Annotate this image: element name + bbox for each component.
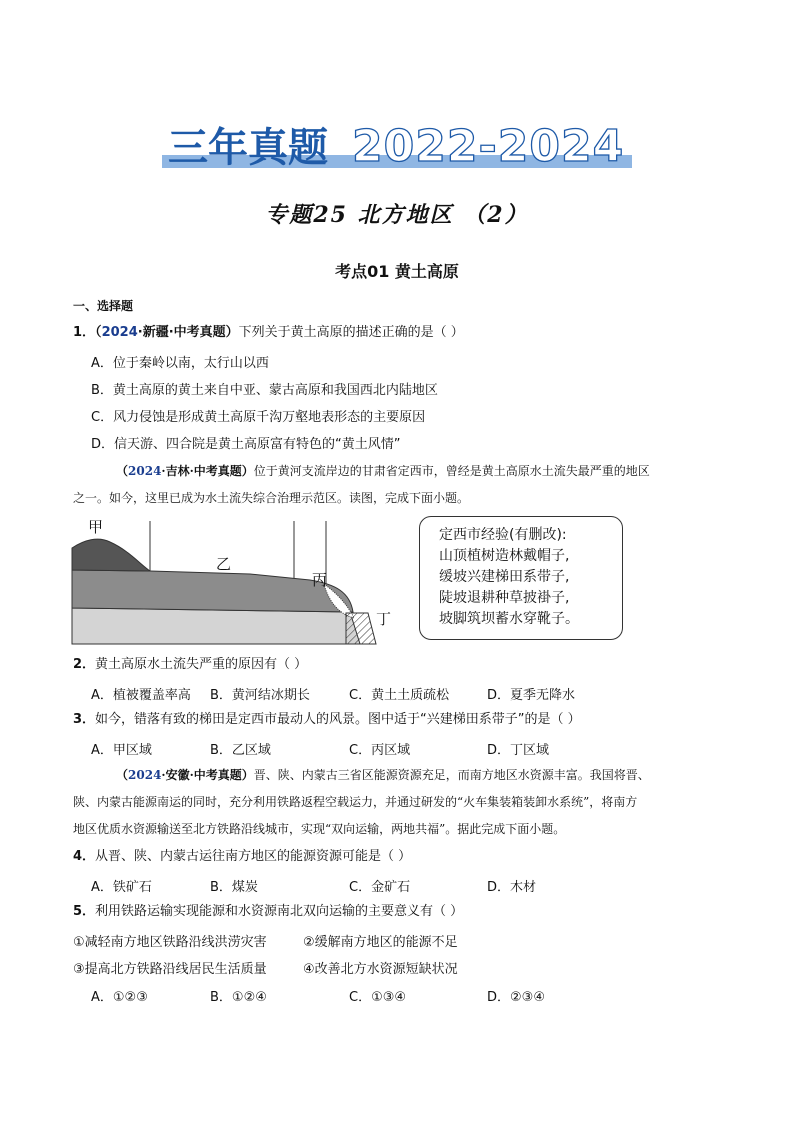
q3-option-d[interactable]: D．丁区域 [487,743,550,758]
question-1-source-year: 2024 [101,325,138,340]
q5-option-d[interactable]: D．②③④ [487,990,545,1005]
experience-line-2: 缓坡兴建梯田系带子, [439,569,570,585]
q5-item-4: ④改善北方水资源短缺状况 [303,962,458,977]
document-title: 专题25 北方地区 （2） [265,202,529,228]
question-4 [73,848,411,866]
question-1-number: 1． [73,325,96,340]
q5-option-b[interactable]: B．①②④ [210,990,267,1005]
q2-option-a[interactable]: A．植被覆盖率高 [91,688,191,703]
q1-option-d[interactable]: D．信天游、四合院是黄土高原富有特色的“黄土风情” [91,437,401,452]
question-1 [73,324,464,342]
q5-option-a[interactable]: A．①②③ [91,990,148,1005]
question-4-number: 4． [73,849,96,864]
banner-years-text: 2022-2024 [352,121,625,172]
q2-option-c[interactable]: C．黄土土质疏松 [349,688,450,703]
q2-option-b[interactable]: B．黄河结冰期长 [210,688,310,703]
banner-main-text: 三年真题 [168,125,328,171]
material-2-line-1 [116,766,650,784]
q4-option-a[interactable]: A．铁矿石 [91,880,152,895]
q1-option-a[interactable]: A．位于秦岭以南，太行山以西 [91,356,269,371]
question-2 [73,656,307,674]
question-1-text: 下列关于黄土高原的描述正确的是（ ） [238,325,464,340]
hilltop-area [72,539,150,571]
question-5-number: 5． [73,904,96,919]
q5-item-1: ①减轻南方地区铁路沿线洪涝灾害 [73,935,267,950]
question-4-text: 从晋、陕、内蒙古运往南方地区的能源资源可能是（ ） [95,849,412,864]
q3-option-a[interactable]: A．甲区域 [91,743,152,758]
question-5 [73,903,463,921]
q5-item-2: ②缓解南方地区的能源不足 [303,935,458,950]
question-3 [73,711,581,729]
question-3-number: 3． [73,712,96,727]
material-1-line-1 [116,462,650,480]
material-2-line-3: 地区优质水资源输送至北方铁路沿线城市，实现“双向运输，两地共福”。据此完成下面小题。 [73,822,566,836]
experience-title: 定西市经验(有删改): [439,527,567,543]
q4-option-d[interactable]: D．木材 [487,880,537,895]
material-2-source: ·安徽·中考真题） [161,768,254,782]
experience-line-3: 陡坡退耕种草披褂子, [439,590,570,606]
label-ding: 丁 [376,610,392,628]
question-2-text: 黄土高原水土流失严重的原因有（ ） [95,657,308,672]
part-heading: 一、选择题 [73,299,134,313]
material-1-source-year: 2024 [128,464,162,478]
material-1-line-2: 之一。如今，这里已成为水土流失综合治理示范区。读图，完成下面小题。 [73,491,470,505]
material-2-source-open: （ [116,768,129,782]
material-1-text-1: 位于黄河支流岸边的甘肃省定西市，曾经是黄土高原水土流失最严重的地区 [253,464,650,478]
dam-structure [346,613,376,644]
slope-layer [72,570,353,612]
q3-option-c[interactable]: C．丙区域 [349,743,411,758]
label-yi: 乙 [216,555,232,573]
q2-option-d[interactable]: D．夏季无降水 [487,688,576,703]
q5-option-c[interactable]: C．①③④ [349,990,407,1005]
experience-box [419,516,623,640]
q3-option-b[interactable]: B．乙区域 [210,743,271,758]
q5-item-3: ③提高北方铁路沿线居民生活质量 [73,962,267,977]
material-2-line-2: 陕、内蒙古能源南运的同时，充分利用铁路返程空载运力，并通过研发的“火车集装箱装卸水系统”，将南方 [73,795,638,809]
label-bing: 丙 [312,571,328,589]
experience-line-1: 山顶植树造林戴帽子, [439,548,570,564]
q1-option-b[interactable]: B．黄土高原的黄土来自中亚、蒙古高原和我国西北内陆地区 [91,383,438,398]
label-jia: 甲 [88,518,104,536]
question-3-text: 如今，错落有致的梯田是定西市最动人的风景。图中适于“兴建梯田系带子”的是（ ） [95,712,581,727]
experience-line-4: 坡脚筑坝蓄水穿靴子。 [439,611,579,627]
q4-option-c[interactable]: C．金矿石 [349,880,411,895]
bottom-layer [72,608,360,644]
question-1-source-open: （ [95,325,102,340]
material-2-source-year: 2024 [128,768,162,782]
q1-option-c[interactable]: C．风力侵蚀是形成黄土高原千沟万壑地表形态的主要原因 [91,410,426,425]
question-5-text: 利用铁路运输实现能源和水资源南北双向运输的主要意义有（ ） [95,904,464,919]
material-2-text-1: 晋、陕、内蒙古三省区能源资源充足，而南方地区水资源丰富。我国将晋、 [253,768,650,782]
material-1-source-open: （ [116,464,129,478]
question-2-number: 2． [73,657,96,672]
title-banner [0,118,794,180]
q4-option-b[interactable]: B．煤炭 [210,880,258,895]
section-title: 考点01 黄土高原 [335,262,459,281]
material-1-source: ·吉林·中考真题） [161,464,254,478]
question-1-source: ·新疆·中考真题） [137,325,239,340]
